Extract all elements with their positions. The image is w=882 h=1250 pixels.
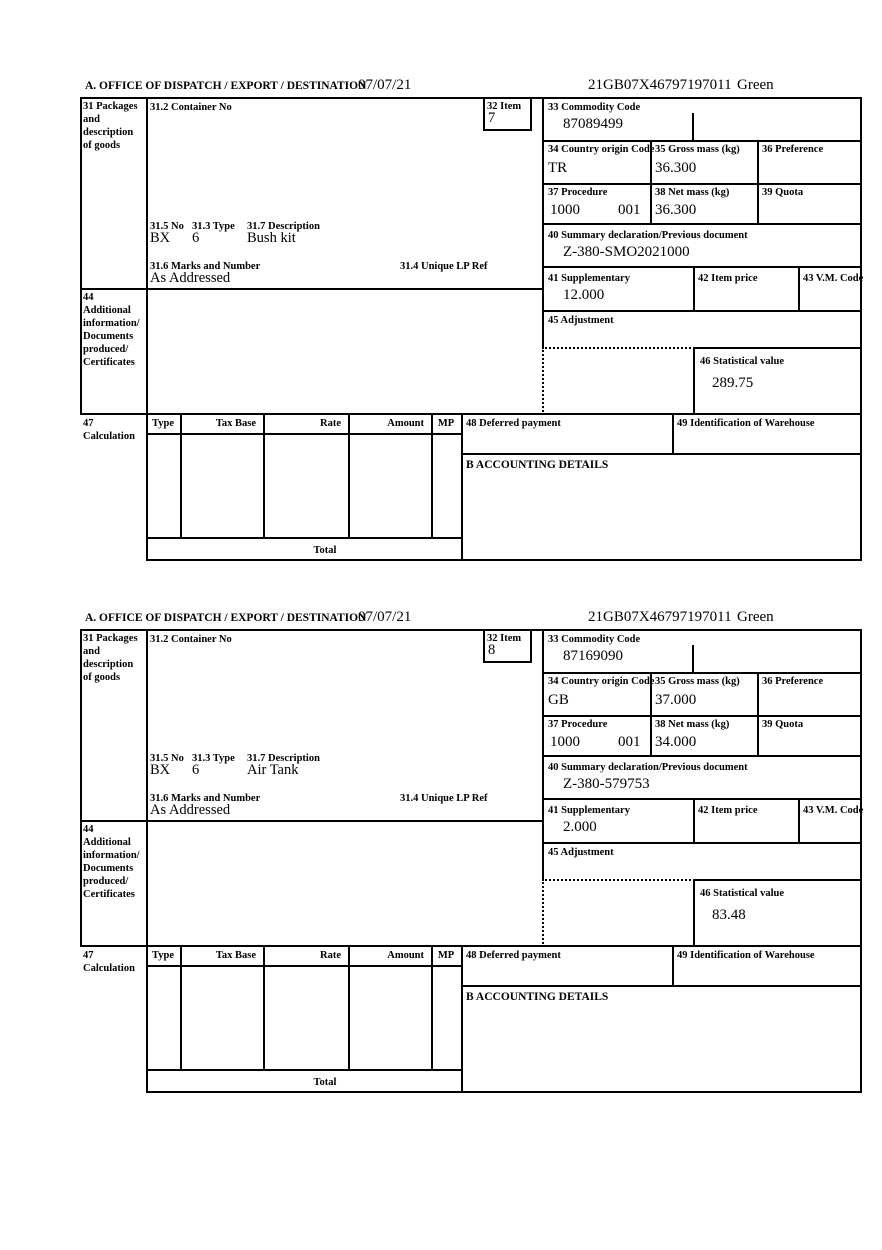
additional-info-label: Additional bbox=[83, 837, 131, 848]
calculation-label: 47 bbox=[83, 418, 94, 429]
additional-info-label: Certificates bbox=[83, 889, 135, 900]
grid-line bbox=[348, 945, 350, 1071]
pkg-type-label: 31.3 Type bbox=[192, 221, 235, 232]
supplementary-value: 12.000 bbox=[563, 287, 605, 303]
gross-mass-value: 36.300 bbox=[655, 160, 697, 176]
grid-line bbox=[757, 140, 759, 225]
grid-line bbox=[263, 945, 265, 1071]
preference-label: 36 Preference bbox=[762, 144, 824, 155]
item-label: 32 Item bbox=[487, 633, 522, 644]
grid-line bbox=[542, 672, 862, 674]
grid-line bbox=[542, 310, 862, 312]
dashed-line bbox=[542, 347, 695, 349]
calc-header-mp: MP bbox=[437, 418, 455, 429]
calc-header-type: Type bbox=[152, 418, 174, 429]
supplementary-label: 41 Supplementary bbox=[548, 273, 630, 284]
item-price-label: 42 Item price bbox=[698, 273, 758, 284]
accounting-details-label: B ACCOUNTING DETAILS bbox=[466, 459, 609, 471]
grid-line bbox=[180, 945, 182, 1071]
dashed-line bbox=[542, 879, 544, 947]
additional-info-label: Documents bbox=[83, 331, 134, 342]
grid-line bbox=[180, 413, 182, 539]
packages-label: 31 Packages bbox=[83, 633, 138, 644]
dashed-line bbox=[542, 347, 544, 415]
calc-header-mp: MP bbox=[437, 950, 455, 961]
grid-line bbox=[693, 266, 695, 312]
commodity-code-value: 87169090 bbox=[563, 648, 623, 664]
pkg-no-value: BX bbox=[150, 230, 171, 246]
grid-line bbox=[146, 1069, 463, 1071]
additional-info-label: Documents bbox=[83, 863, 134, 874]
container-no-label: 31.2 Container No bbox=[150, 634, 232, 645]
packages-label: 31 Packages bbox=[83, 101, 138, 112]
grid-line bbox=[80, 629, 82, 947]
grid-line bbox=[146, 1091, 862, 1093]
packages-label: description bbox=[83, 127, 134, 138]
grid-line bbox=[542, 798, 862, 800]
adjustment-label: 45 Adjustment bbox=[548, 315, 614, 326]
deferred-payment-label: 48 Deferred payment bbox=[466, 950, 561, 961]
grid-line bbox=[542, 140, 862, 142]
mrn-value: 21GB07X46797197011 bbox=[588, 609, 732, 625]
preference-label: 36 Preference bbox=[762, 676, 824, 687]
additional-info-label: 44 bbox=[83, 292, 94, 303]
grid-line bbox=[542, 715, 862, 717]
warehouse-id-label: 49 Identification of Warehouse bbox=[677, 950, 815, 961]
commodity-code-label: 33 Commodity Code bbox=[548, 634, 641, 645]
grid-line bbox=[80, 97, 862, 99]
grid-line bbox=[431, 413, 433, 539]
grid-line bbox=[146, 537, 463, 539]
statistical-value-label: 46 Statistical value bbox=[700, 356, 784, 367]
item-number-value: 8 bbox=[488, 642, 496, 658]
grid-line bbox=[693, 879, 862, 881]
calc-header-rate: Rate bbox=[320, 950, 341, 961]
calculation-label: Calculation bbox=[83, 431, 135, 442]
grid-line bbox=[542, 755, 862, 757]
packages-label: of goods bbox=[83, 672, 121, 683]
grid-line bbox=[542, 842, 862, 844]
grid-line bbox=[80, 288, 544, 290]
pkg-description-label: 31.7 Description bbox=[247, 753, 320, 764]
pkg-type-value: 6 bbox=[192, 230, 200, 246]
procedure-value: 1000 bbox=[550, 734, 580, 750]
net-mass-value: 36.300 bbox=[655, 202, 697, 218]
calc-header-amount: Amount bbox=[387, 418, 424, 429]
adjustment-label: 45 Adjustment bbox=[548, 847, 614, 858]
grid-line bbox=[542, 266, 862, 268]
gross-mass-value: 37.000 bbox=[655, 692, 697, 708]
grid-line bbox=[693, 347, 695, 415]
supplementary-value: 2.000 bbox=[563, 819, 597, 835]
date-value: 07/07/21 bbox=[358, 77, 412, 93]
grid-line bbox=[431, 945, 433, 1071]
grid-line bbox=[82, 413, 862, 415]
country-origin-value: TR bbox=[548, 160, 568, 176]
quota-label: 39 Quota bbox=[762, 719, 804, 730]
pkg-no-label: 31.5 No bbox=[150, 753, 184, 764]
mrn-value: 21GB07X46797197011 bbox=[588, 77, 732, 93]
supplementary-label: 41 Supplementary bbox=[548, 805, 630, 816]
calc-header-rate: Rate bbox=[320, 418, 341, 429]
commodity-code-divider bbox=[692, 645, 694, 672]
unique-lp-ref-label: 31.4 Unique LP Ref bbox=[400, 793, 488, 804]
calc-header-tax-base: Tax Base bbox=[215, 950, 256, 961]
procedure-label: 37 Procedure bbox=[548, 187, 608, 198]
additional-info-label: Additional bbox=[83, 305, 131, 316]
routing-status: Green bbox=[737, 609, 774, 625]
statistical-value-label: 46 Statistical value bbox=[700, 888, 784, 899]
additional-info-label: Certificates bbox=[83, 357, 135, 368]
marks-value: As Addressed bbox=[150, 802, 231, 818]
grid-line bbox=[542, 223, 862, 225]
net-mass-label: 38 Net mass (kg) bbox=[655, 719, 730, 730]
pkg-type-label: 31.3 Type bbox=[192, 753, 235, 764]
grid-line bbox=[672, 945, 674, 987]
grid-line bbox=[672, 413, 674, 455]
routing-status: Green bbox=[737, 77, 774, 93]
grid-line bbox=[542, 183, 862, 185]
calc-header-type: Type bbox=[152, 950, 174, 961]
quota-label: 39 Quota bbox=[762, 187, 804, 198]
commodity-code-value: 87089499 bbox=[563, 116, 623, 132]
item-number-value: 7 bbox=[488, 110, 496, 126]
office-of-dispatch-label: A. OFFICE OF DISPATCH / EXPORT / DESTINATION bbox=[85, 80, 367, 92]
grid-line bbox=[860, 97, 862, 561]
grid-line bbox=[348, 413, 350, 539]
grid-line bbox=[80, 820, 544, 822]
commodity-code-divider bbox=[692, 113, 694, 140]
grid-line bbox=[146, 965, 463, 967]
grid-line bbox=[146, 559, 862, 561]
marks-label: 31.6 Marks and Number bbox=[150, 793, 261, 804]
grid-line bbox=[860, 629, 862, 1093]
additional-info-label: information/ bbox=[83, 850, 140, 861]
net-mass-label: 38 Net mass (kg) bbox=[655, 187, 730, 198]
pkg-type-value: 6 bbox=[192, 762, 200, 778]
procedure-value-2: 001 bbox=[618, 734, 641, 750]
packages-label: and bbox=[83, 114, 100, 125]
grid-line bbox=[146, 97, 148, 415]
packages-label: description bbox=[83, 659, 134, 670]
vm-code-label: 43 V.M. Code bbox=[803, 805, 864, 816]
unique-lp-ref-label: 31.4 Unique LP Ref bbox=[400, 261, 488, 272]
grid-line bbox=[146, 629, 148, 947]
item-price-label: 42 Item price bbox=[698, 805, 758, 816]
accounting-details-label: B ACCOUNTING DETAILS bbox=[466, 991, 609, 1003]
dashed-line bbox=[542, 879, 695, 881]
additional-info-label: 44 bbox=[83, 824, 94, 835]
commodity-code-label: 33 Commodity Code bbox=[548, 102, 641, 113]
procedure-value: 1000 bbox=[550, 202, 580, 218]
calc-header-amount: Amount bbox=[387, 950, 424, 961]
pkg-no-label: 31.5 No bbox=[150, 221, 184, 232]
declaration-item-block bbox=[80, 74, 864, 566]
gross-mass-label: 35 Gross mass (kg) bbox=[655, 676, 740, 687]
packages-label: and bbox=[83, 646, 100, 657]
procedure-label: 37 Procedure bbox=[548, 719, 608, 730]
grid-line bbox=[757, 672, 759, 757]
country-origin-label: 34 Country origin Code bbox=[548, 144, 655, 155]
grid-line bbox=[798, 798, 800, 844]
net-mass-value: 34.000 bbox=[655, 734, 697, 750]
grid-line bbox=[693, 798, 695, 844]
total-label: Total bbox=[313, 545, 337, 556]
calculation-label: Calculation bbox=[83, 963, 135, 974]
grid-line bbox=[461, 453, 862, 455]
vm-code-label: 43 V.M. Code bbox=[803, 273, 864, 284]
statistical-value: 83.48 bbox=[712, 907, 746, 923]
grid-line bbox=[80, 629, 862, 631]
goods-description-value: Bush kit bbox=[247, 230, 296, 246]
calculation-label: 47 bbox=[83, 950, 94, 961]
pkg-no-value: BX bbox=[150, 762, 171, 778]
additional-info-label: produced/ bbox=[83, 876, 129, 887]
declaration-item-block bbox=[80, 606, 864, 1098]
additional-info-label: produced/ bbox=[83, 344, 129, 355]
container-no-label: 31.2 Container No bbox=[150, 102, 232, 113]
item-label: 32 Item bbox=[487, 101, 522, 112]
calc-header-tax-base: Tax Base bbox=[215, 418, 256, 429]
date-value: 07/07/21 bbox=[358, 609, 412, 625]
grid-line bbox=[693, 347, 862, 349]
summary-declaration-value: Z-380-579753 bbox=[563, 776, 650, 792]
grid-line bbox=[80, 97, 82, 415]
grid-line bbox=[82, 945, 862, 947]
grid-line bbox=[146, 433, 463, 435]
grid-line bbox=[461, 985, 862, 987]
office-of-dispatch-label: A. OFFICE OF DISPATCH / EXPORT / DESTINATION bbox=[85, 612, 367, 624]
warehouse-id-label: 49 Identification of Warehouse bbox=[677, 418, 815, 429]
total-label: Total bbox=[313, 1077, 337, 1088]
procedure-value-2: 001 bbox=[618, 202, 641, 218]
gross-mass-label: 35 Gross mass (kg) bbox=[655, 144, 740, 155]
country-origin-value: GB bbox=[548, 692, 569, 708]
grid-line bbox=[263, 413, 265, 539]
goods-description-value: Air Tank bbox=[247, 762, 299, 778]
summary-declaration-value: Z-380-SMO2021000 bbox=[563, 244, 690, 260]
country-origin-label: 34 Country origin Code bbox=[548, 676, 655, 687]
summary-declaration-label: 40 Summary declaration/Previous document bbox=[548, 762, 748, 773]
statistical-value: 289.75 bbox=[712, 375, 754, 391]
grid-line bbox=[798, 266, 800, 312]
marks-label: 31.6 Marks and Number bbox=[150, 261, 261, 272]
packages-label: of goods bbox=[83, 140, 121, 151]
deferred-payment-label: 48 Deferred payment bbox=[466, 418, 561, 429]
summary-declaration-label: 40 Summary declaration/Previous document bbox=[548, 230, 748, 241]
grid-line bbox=[693, 879, 695, 947]
pkg-description-label: 31.7 Description bbox=[247, 221, 320, 232]
marks-value: As Addressed bbox=[150, 270, 231, 286]
additional-info-label: information/ bbox=[83, 318, 140, 329]
